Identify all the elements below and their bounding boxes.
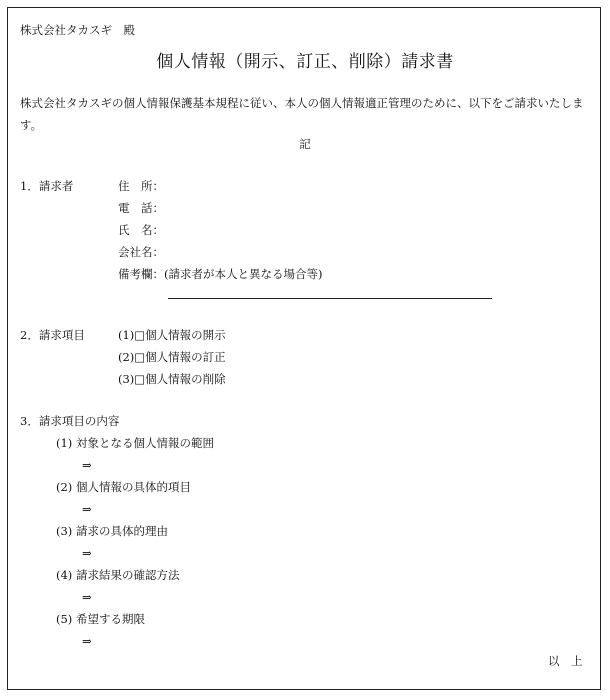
- content-item-label: (2) 個人情報の具体的項目: [56, 480, 191, 494]
- field-address: 住 所：: [118, 179, 164, 193]
- content-item-arrow: ⇒: [82, 590, 92, 604]
- content-item-arrow: ⇒: [82, 502, 92, 516]
- section1-heading: 1．請求者: [20, 179, 74, 193]
- request-item-deletion: (3)□個人情報の削除: [118, 372, 226, 386]
- field-remarks: 備考欄：(請求者が本人と異なる場合等): [118, 267, 323, 281]
- ki-mark: 記: [299, 137, 311, 151]
- section3-heading: 3．請求項目の内容: [20, 414, 120, 428]
- content-item-label: (1) 対象となる個人情報の範囲: [56, 436, 214, 450]
- field-phone: 電 話：: [118, 201, 164, 215]
- document-title: 個人情報（開示、訂正、削除）請求書: [156, 52, 454, 72]
- section2-heading: 2．請求項目: [20, 328, 85, 342]
- closing-mark: 以 上: [548, 654, 583, 668]
- addressee: 株式会社タカスギ 殿: [20, 23, 135, 37]
- document-frame: [7, 7, 601, 690]
- field-name: 氏 名：: [118, 223, 164, 237]
- content-item-label: (3) 請求の具体的理由: [56, 524, 168, 538]
- content-item-label: (4) 請求結果の確認方法: [56, 568, 180, 582]
- signature-line: [168, 298, 492, 299]
- content-item-arrow: ⇒: [82, 546, 92, 560]
- intro-paragraph: 株式会社タカスギの個人情報保護基本規程に従い、本人の個人情報適正管理のために、以下をご請求いたします。: [20, 96, 584, 132]
- field-company: 会社名：: [118, 245, 164, 259]
- content-item-arrow: ⇒: [82, 458, 92, 472]
- content-item-label: (5) 希望する期限: [56, 612, 145, 626]
- request-item-correction: (2)□個人情報の訂正: [118, 350, 226, 364]
- request-item-disclosure: (1)□個人情報の開示: [118, 328, 226, 342]
- content-item-arrow: ⇒: [82, 634, 92, 648]
